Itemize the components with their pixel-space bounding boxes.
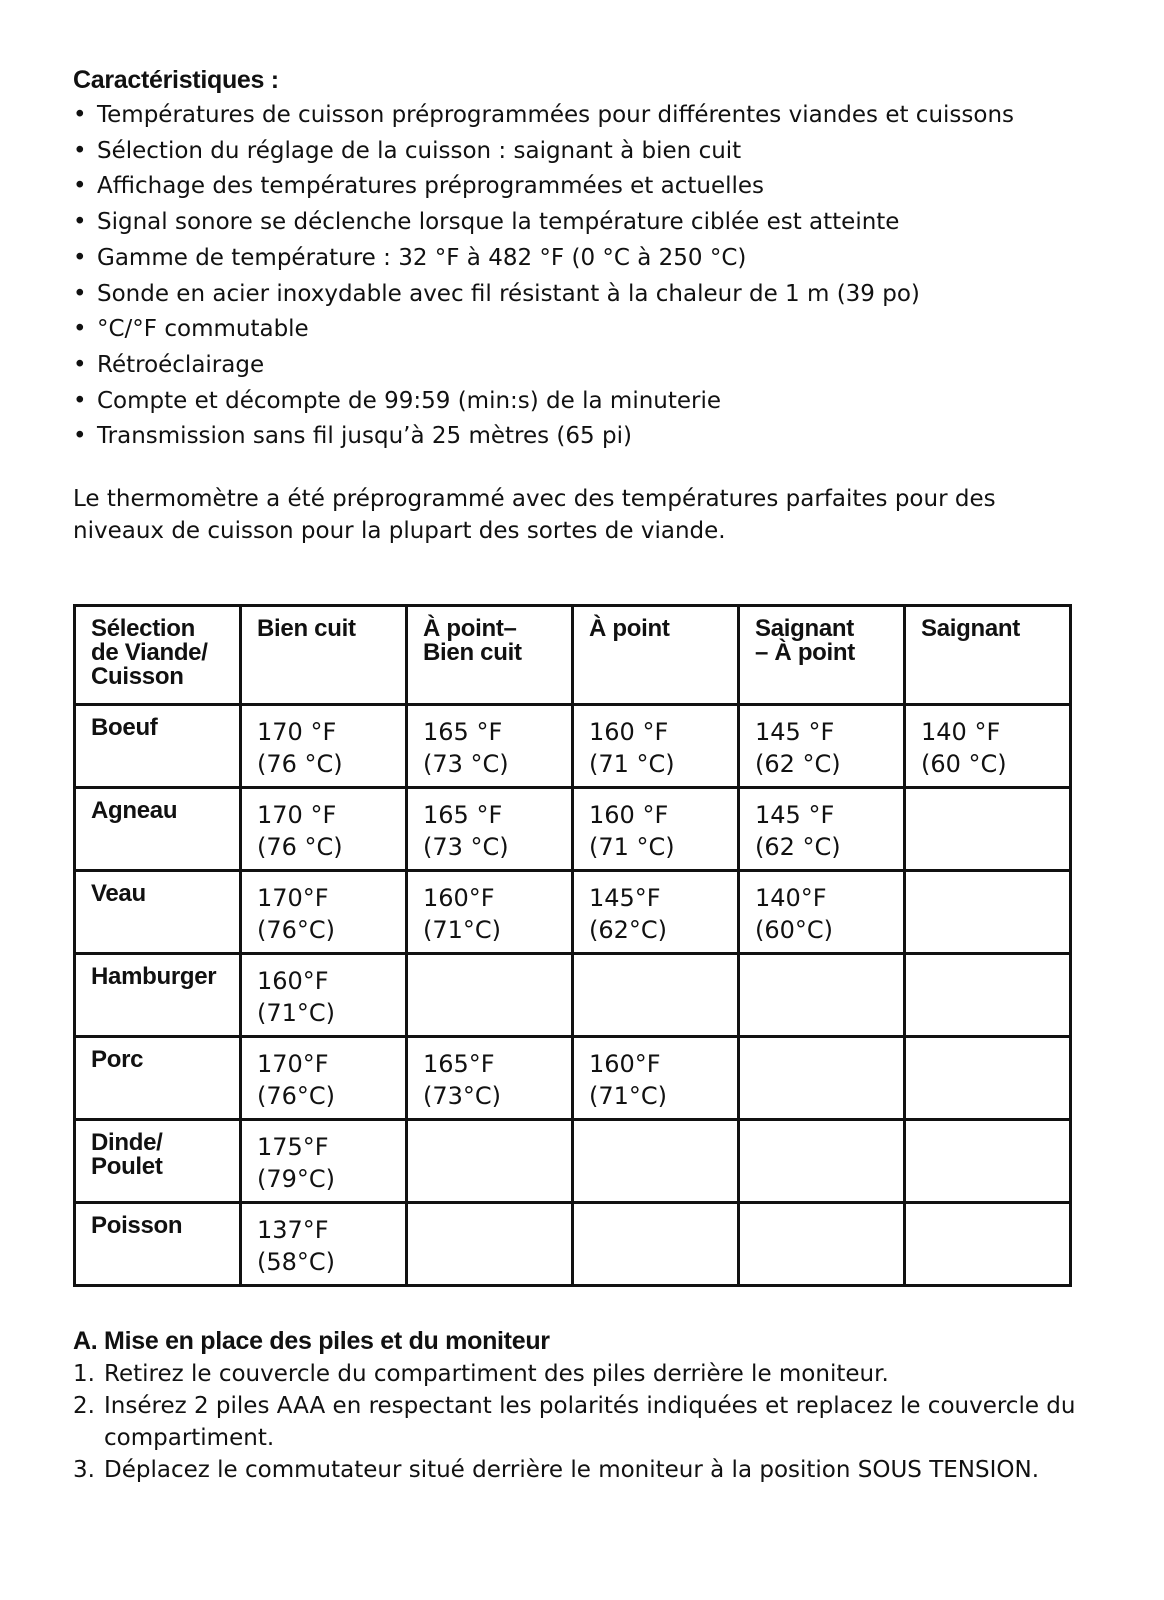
list-item [73,241,1093,277]
section-heading: A. Mise en place des piles et du moniteur [73,1327,550,1355]
table-cell: 165 °F (73 °C) [407,705,573,788]
table-cell [739,1203,905,1286]
feature-text: Sélection du réglage de la cuisson : saignant à bien cuit [97,137,742,164]
list-item [73,348,1093,384]
list-item [73,277,1093,313]
intro-line: Le thermomètre a été préprogrammé avec des températures parfaites pour des [73,486,996,513]
step-number: 3. [73,1457,95,1483]
bullet: • [73,137,87,164]
feature-text: Affichage des températures préprogrammées et actuelles [97,173,765,200]
feature-text: Transmission sans fil jusqu’à 25 mètres (65 pi) [97,423,632,450]
list-item [73,98,1093,134]
table-row [75,705,1071,788]
table-cell: 160 °F (71 °C) [573,788,739,871]
bullet: • [73,387,87,414]
table-header-row [75,606,1071,705]
step-number: 1. [73,1361,95,1387]
table-cell: 165 °F (73 °C) [407,788,573,871]
table-cell: 160°F (71°C) [573,1037,739,1120]
table-cell: 170°F (76°C) [241,871,407,954]
row-header: Agneau [75,788,241,871]
table-cell [739,954,905,1037]
feature-text: Rétroéclairage [97,351,265,378]
table-cell [905,871,1071,954]
table-cell [739,1120,905,1203]
table-cell [407,954,573,1037]
row-header: Poisson [75,1203,241,1286]
table-cell: 160°F (71°C) [241,954,407,1037]
column-header-saignant: Saignant [905,606,1071,705]
battery-setup-section [73,1324,1093,1486]
table-cell [905,788,1071,871]
table-cell: 140 °F (60 °C) [905,705,1071,788]
list-item [73,1358,1093,1390]
bullet: • [73,244,87,271]
intro-paragraph [73,483,1093,547]
list-item [73,384,1093,420]
column-header-a-point: À point [573,606,739,705]
table-cell: 137°F (58°C) [241,1203,407,1286]
bullet: • [73,173,87,200]
column-header-bien-cuit: Bien cuit [241,606,407,705]
feature-text: Gamme de température : 32 °F à 482 °F (0 °C à 250 °C) [97,244,747,271]
document-page [73,62,1093,1483]
bullet: • [73,316,87,343]
list-item [73,419,1093,455]
intro-line: niveaux de cuisson pour la plupart des sortes de viande. [73,518,726,545]
list-item [73,312,1093,348]
table-cell: 145°F (62°C) [573,871,739,954]
feature-text: Signal sonore se déclenche lorsque la température ciblée est atteinte [97,209,900,236]
table-cell [905,1203,1071,1286]
bullet: • [73,280,87,307]
table-row [75,954,1071,1037]
cooking-temperature-table [73,604,1072,1287]
table-cell: 170 °F (76 °C) [241,705,407,788]
bullet: • [73,351,87,378]
table-cell [905,954,1071,1037]
step-number: 2. [73,1393,95,1419]
features-heading: Caractéristiques : [73,66,279,94]
table-cell: 175°F (79°C) [241,1120,407,1203]
table-cell: 145 °F (62 °C) [739,788,905,871]
step-text: Insérez 2 piles AAA en respectant les polarités indiquées et replacez le couvercle du compartiment. [104,1393,1076,1451]
table-row [75,1037,1071,1120]
list-item [73,205,1093,241]
table-body [75,705,1071,1286]
list-item [73,134,1093,170]
table-cell [407,1120,573,1203]
table-cell: 160°F (71°C) [407,871,573,954]
step-text: Déplacez le commutateur situé derrière le moniteur à la position SOUS TENSION. [104,1457,1040,1483]
feature-text: Températures de cuisson préprogrammées pour différentes viandes et cuissons [97,102,1015,128]
column-header-a-point-bien-cuit: À point– Bien cuit [407,606,573,705]
table-cell: 170°F (76°C) [241,1037,407,1120]
feature-text: Compte et décompte de 99:59 (min:s) de la minuterie [97,387,722,414]
table-cell [573,954,739,1037]
feature-text: Sonde en acier inoxydable avec fil résistant à la chaleur de 1 m (39 po) [97,280,920,307]
table-cell [739,1037,905,1120]
table-cell: 145 °F (62 °C) [739,705,905,788]
table-cell: 170 °F (76 °C) [241,788,407,871]
steps-list [73,1358,1093,1486]
bullet: • [73,423,87,450]
table-cell: 165°F (73°C) [407,1037,573,1120]
table-row [75,1203,1071,1286]
feature-text: °C/°F commutable [97,316,309,343]
table-row [75,871,1071,954]
features-list [73,98,1093,455]
row-header: Boeuf [75,705,241,788]
table-row [75,1120,1071,1203]
row-header: Porc [75,1037,241,1120]
list-item [73,1454,1093,1486]
table-cell [407,1203,573,1286]
table-cell [905,1120,1071,1203]
column-header-selection: Sélection de Viande/ Cuisson [75,606,241,705]
row-header: Veau [75,871,241,954]
table-row [75,788,1071,871]
table-cell [905,1037,1071,1120]
step-text: Retirez le couvercle du compartiment des piles derrière le moniteur. [104,1361,889,1387]
column-header-saignant-a-point: Saignant – À point [739,606,905,705]
list-item [73,1390,1093,1454]
bullet: • [73,209,87,236]
table-cell: 160 °F (71 °C) [573,705,739,788]
table-cell [573,1203,739,1286]
bullet: • [73,102,87,128]
row-header: Hamburger [75,954,241,1037]
table-cell [573,1120,739,1203]
table-cell: 140°F (60°C) [739,871,905,954]
list-item [73,169,1093,205]
row-header: Dinde/ Poulet [75,1120,241,1203]
